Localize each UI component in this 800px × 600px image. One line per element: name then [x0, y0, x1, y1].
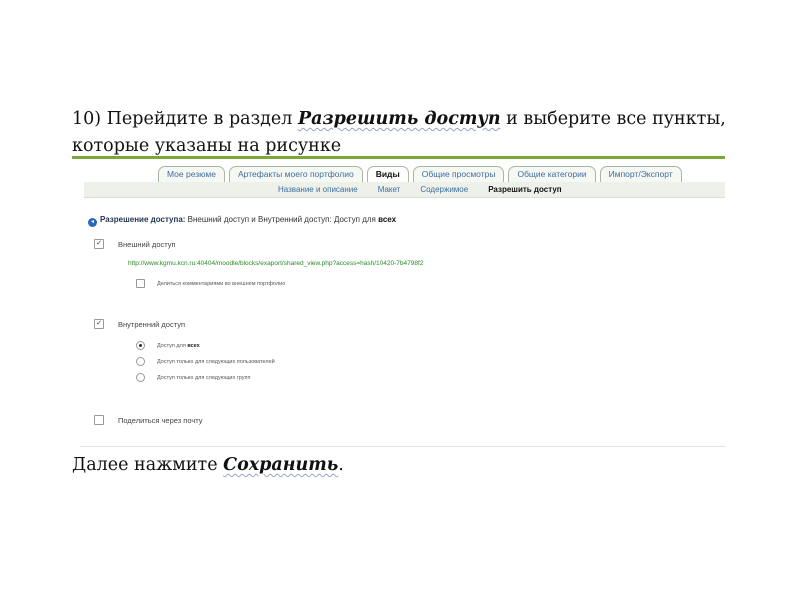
footer-suffix: . — [338, 455, 344, 475]
subtabs — [278, 183, 562, 196]
subtab-content[interactable]: Содержимое — [420, 185, 469, 194]
access-groups-radio[interactable] — [136, 373, 145, 382]
share-comments-checkbox[interactable] — [136, 279, 145, 288]
email-share-checkbox[interactable] — [94, 415, 104, 425]
access-groups-row — [136, 373, 250, 382]
external-access-row — [94, 239, 176, 249]
tab-views[interactable]: Виды — [367, 166, 409, 182]
internal-access-row — [94, 319, 185, 329]
accent-line — [72, 156, 725, 159]
external-access-label: Внешний доступ — [118, 239, 176, 249]
share-comments-row — [136, 279, 285, 288]
permissions-summary — [88, 215, 396, 227]
access-users-row — [136, 357, 275, 366]
screenshot-panel — [72, 156, 725, 446]
subtab-allow-access[interactable]: Разрешить доступ — [488, 185, 562, 194]
footer-prefix: Далее нажмите — [72, 455, 224, 475]
internal-access-label: Внутренний доступ — [118, 319, 186, 329]
access-all-row — [136, 341, 200, 350]
tab-import-export[interactable]: Импорт/Экспорт — [600, 166, 682, 182]
permissions-title: Разрешение доступа: — [100, 215, 186, 224]
tab-portfolio-artifacts[interactable]: Артефакты моего портфолио — [229, 166, 363, 182]
external-access-checkbox[interactable]: ✓ — [94, 239, 104, 249]
collapse-circle-icon[interactable]: ◂ — [88, 218, 97, 227]
access-users-radio[interactable] — [136, 357, 145, 366]
footer-text — [72, 452, 344, 479]
tab-my-resume[interactable]: Мое резюме — [158, 166, 225, 182]
access-panel — [80, 208, 725, 447]
external-url-link[interactable]: http://www.kgmu.kcn.ru:40404/moodle/blocks/exaport/shared_view.php?access=hash/10420-7b4798f2 — [128, 260, 424, 267]
instruction-prefix: 10) Перейдите в раздел — [72, 109, 298, 129]
permissions-all: всех — [378, 215, 397, 224]
access-users-label: Доступ только для следующих пользователей — [157, 358, 275, 365]
permissions-text: Внешний доступ и Внутренний доступ: Доступ для — [185, 215, 379, 224]
access-groups-label: Доступ только для следующих групп — [157, 374, 251, 381]
external-url-row — [128, 260, 423, 267]
email-share-row — [94, 415, 203, 425]
subtab-layout[interactable]: Макет — [377, 185, 401, 194]
access-all-label: Доступ для всех — [157, 342, 200, 349]
tab-shared-views[interactable]: Общие просмотры — [413, 166, 505, 182]
instruction-text — [72, 106, 732, 160]
share-comments-label: Делиться комментариями во внешнем портфолио — [157, 280, 286, 287]
main-tabs — [158, 166, 682, 182]
access-all-radio[interactable] — [136, 341, 145, 350]
footer-emphasis: Сохранить — [223, 455, 339, 475]
instruction-suffix: и выберите все пункты, которые указаны на рисунке — [72, 109, 726, 156]
tab-shared-categories[interactable]: Общие категории — [508, 166, 595, 182]
instruction-emphasis: Разрешить доступ — [297, 109, 501, 129]
email-share-label: Поделиться через почту — [118, 415, 203, 425]
internal-access-checkbox[interactable]: ✓ — [94, 319, 104, 329]
subtab-title-description[interactable]: Название и описание — [278, 185, 358, 194]
